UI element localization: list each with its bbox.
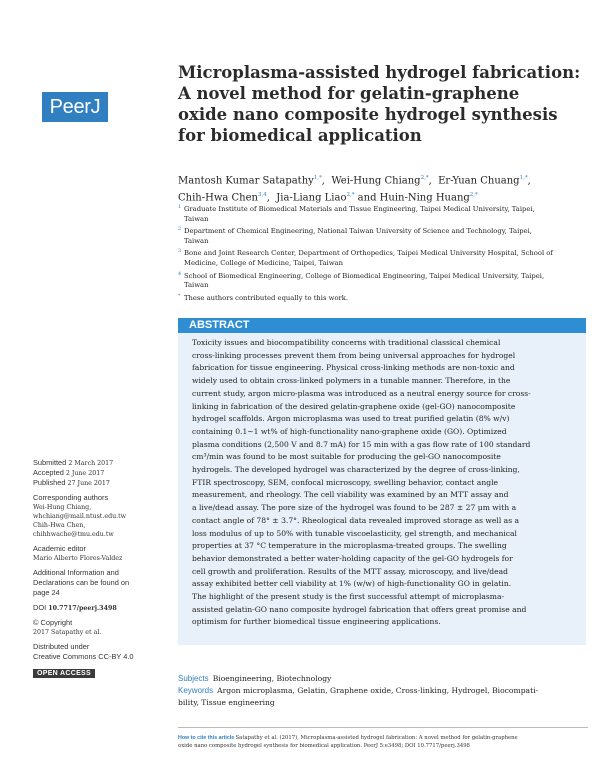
affiliation-item	[178, 205, 578, 224]
copyright-icon: ©	[33, 618, 39, 627]
title-line: oxide nano composite hydrogel synthesis	[178, 105, 558, 124]
copyright-holder: 2017 Satapathy et al.	[33, 629, 102, 636]
abstract-line: properties at 37 °C temperature in the microplasma-treated groups. The swelling	[192, 541, 507, 551]
copyright-label: Copyright	[40, 618, 73, 627]
submitted-label: Submitted	[33, 458, 67, 467]
license-line: Distributed under	[33, 642, 90, 651]
affiliation-text: Department of Chemical Engineering, National Taiwan University of Science and Technology, Taipei,	[184, 227, 532, 236]
affiliation-list	[178, 205, 578, 306]
affiliation-item	[178, 294, 578, 304]
subjects-value[interactable]: Bioengineering, Biotechnology	[212, 674, 332, 683]
abstract-heading: ABSTRACT	[178, 318, 586, 333]
author-affiliation-mark: 2,*	[469, 192, 478, 199]
abstract-line: assay exhibited better cell viability at 1% (w/w) of high-functionality GO in gelatin.	[192, 579, 512, 589]
paper-title	[178, 62, 588, 146]
additional-info-line: page 24	[33, 588, 60, 597]
abstract-line: fabrication for tissue engineering. Physical cross-linking methods are non-toxic and	[192, 363, 515, 373]
author-name: Jia-Liang Liao	[276, 192, 347, 204]
abstract-line: hydrogels. The developed hydrogel was characterized by the degree of cross-linking,	[192, 465, 520, 475]
academic-editor-name: Mario Alberto Flores-Valdez	[33, 555, 123, 562]
author-affiliation-mark: 3,4	[257, 192, 267, 199]
author-name: Huin-Ning Huang	[379, 192, 470, 204]
abstract-line: widely used to obtain cross-linked polymers in a tunable manner. Therefore, in the	[192, 376, 511, 386]
affiliation-text: These authors contributed equally to this work.	[184, 293, 349, 302]
academic-editor-label: Academic editor	[33, 544, 86, 553]
author-name: Er-Yuan Chuang	[438, 175, 520, 187]
doi-row	[33, 603, 173, 613]
title-line: for biomedical application	[178, 126, 422, 145]
affiliation-number: 4	[178, 270, 182, 277]
affiliation-text: Medicine, College of Medicine, Taipei, Taiwan	[184, 258, 343, 267]
abstract-line: containing 0.1∼1 wt% of high-functionality nano-graphene oxide (GO). Optimized	[192, 426, 507, 436]
abstract-line: FTIR spectroscopy, SEM, confocal microscopy, swelling behavior, contact angle	[192, 477, 499, 487]
abstract-line: current study, argon micro-plasma was introduced as a neutral energy source for cross-	[192, 388, 531, 398]
open-access-badge: OPEN ACCESS	[33, 669, 95, 678]
abstract-line: plasma conditions (2,500 V and 8.7 mA) for 15 min with a gas flow rate of 100 standard	[192, 439, 531, 449]
article-sidebar	[33, 458, 173, 680]
affiliation-number: 1	[178, 204, 182, 210]
journal-logo: PeerJ	[42, 92, 108, 122]
affiliation-text: Bone and Joint Research Center, Department of Orthopedics, Taipei Medical University Hospital, School of	[184, 249, 553, 258]
affiliation-number: 2	[178, 226, 182, 233]
corresponding-author-name: Wei-Hung Chiang,	[33, 504, 92, 511]
abstract-line: optimism for further biomedical tissue engineering applications.	[192, 617, 441, 627]
abstract-body	[178, 333, 586, 645]
abstract-line: cell growth and proliferation. Results of the MTT assay, microscopy, and live/dead	[192, 566, 509, 576]
doi-link[interactable]: 10.7717/peerj.3498	[48, 605, 117, 612]
license-line[interactable]: Creative Commons CC-BY 4.0	[33, 652, 134, 661]
subjects-label: Subjects	[178, 674, 209, 683]
submitted-date-row	[33, 458, 173, 468]
abstract-line: behavior demonstrated a better water-holding capacity of the gel-GO hydrogels for	[192, 553, 513, 563]
title-line: A novel method for gelatin-graphene	[178, 84, 520, 103]
doi-label: DOI	[33, 603, 47, 612]
accepted-label: Accepted	[33, 468, 64, 477]
published-label: Published	[33, 478, 66, 487]
additional-info-line: Declarations can be found on	[33, 578, 130, 587]
author-affiliation-mark: 2,*	[346, 192, 355, 199]
abstract-line: loss modulus of up to 50% with tunable viscoelasticity, gel strength, and mechanical	[192, 528, 517, 538]
affiliation-text: Graduate Institute of Biomedical Materials and Tissue Engineering, Taipei Medical University, Taipei,	[184, 205, 535, 213]
affiliation-text: Taiwan	[184, 281, 209, 290]
citation-block	[178, 734, 588, 750]
abstract-line: The highlight of the present study is the first successful attempt of microplasma-	[192, 592, 505, 602]
author-name: Chih-Hwa Chen	[178, 192, 258, 204]
abstract-line: contact angle of 78° ± 3.7°. Rheological data revealed improved storage as well as a	[192, 515, 520, 525]
author-affiliation-mark: 2,*	[420, 175, 429, 181]
keywords-row	[178, 683, 588, 709]
author-name: Mantosh Kumar Satapathy	[178, 175, 314, 187]
footer-divider	[178, 727, 588, 728]
published-date-row	[33, 478, 173, 488]
abstract-line: hydrogel scaffolds. Argon microplasma was used to treat purified gelatin (8% w/v)	[192, 414, 510, 424]
affiliation-text: Taiwan	[184, 214, 209, 223]
title-line: Microplasma-assisted hydrogel fabrication:	[178, 63, 581, 82]
abstract-line: linking in fabrication of the desired gelatin-graphene oxide (gel-GO) nanocomposite	[192, 401, 516, 411]
affiliation-number: *	[178, 292, 181, 299]
author-name: Wei-Hung Chiang	[331, 175, 421, 187]
abstract-line: assisted gelatin-GO nano composite hydrogel fabrication that offers great promise and	[192, 604, 527, 614]
abstract-line: measurement, and rheology. The cell viability was examined by an MTT assay and	[192, 490, 509, 500]
corresponding-author-email[interactable]: whchiang@mail.ntust.edu.tw	[33, 513, 127, 520]
accepted-date-row	[33, 468, 173, 478]
author-affiliation-mark: 1,*	[519, 175, 528, 181]
author-list: Mantosh Kumar Satapathy$^{1,*}$, Wei-Hung Chiang$^{2,*}$, Er-Yuan Chuang$^{1,*}$, Chih-Hwa Chen$^{3,4}$, Jia-Liang Liao$^{2,*}$ and Huin-Ning Huang$^{2,*}$	[178, 175, 531, 204]
abstract-line: a live/dead assay. The pore size of the hydrogel was found to be 287 ± 27 μm with a	[192, 503, 517, 513]
affiliation-item	[178, 272, 578, 291]
keywords-label: Keywords	[178, 686, 214, 695]
affiliation-item	[178, 249, 578, 268]
additional-info-line: Additional Information and	[33, 568, 119, 577]
corresponding-author-name: Chih-Hwa Chen,	[33, 522, 86, 529]
citation-text: Satapathy et al. (2017), Microplasma-assisted hydrogel fabrication: A novel method for gelatin-graphene	[235, 735, 518, 741]
author-conjunction: and	[357, 192, 377, 204]
abstract-line: cross-linking processes prevent them from being universal approaches for hydrogel	[192, 350, 516, 360]
author-affiliation-mark: 1,*	[313, 175, 322, 181]
affiliation-text: School of Biomedical Engineering, College of Biomedical Engineering, Taipei Medical University, Taipei,	[184, 271, 545, 280]
keywords-value: bility, Tissue engineering	[178, 698, 275, 707]
corresponding-authors-label: Corresponding authors	[33, 493, 109, 502]
abstract-line: Toxicity issues and biocompatibility concerns with traditional classical chemical	[192, 338, 501, 347]
submitted-date: 2 March 2017	[68, 460, 114, 467]
affiliation-number: 3	[178, 248, 182, 255]
citation-text: oxide nano composite hydrogel synthesis for biomedical application. PeerJ 5:e3498; DOI 10.7717/peerj.3498	[178, 743, 470, 749]
published-date: 27 June 2017	[67, 480, 110, 487]
keywords-value: Argon microplasma, Gelatin, Graphene oxide, Cross-linking, Hydrogel, Biocompati-	[217, 686, 539, 695]
abstract-line: cm³/min was found to be most suitable for producing the gel-GO nanocomposite	[192, 452, 501, 462]
citation-label: How to cite this article	[178, 735, 235, 741]
corresponding-author-email[interactable]: chihhwache@tmu.edu.tw	[33, 531, 114, 538]
copyright-row	[33, 618, 173, 628]
affiliation-item	[178, 227, 578, 246]
accepted-date: 2 June 2017	[65, 470, 105, 477]
affiliation-text: Taiwan	[184, 236, 209, 245]
